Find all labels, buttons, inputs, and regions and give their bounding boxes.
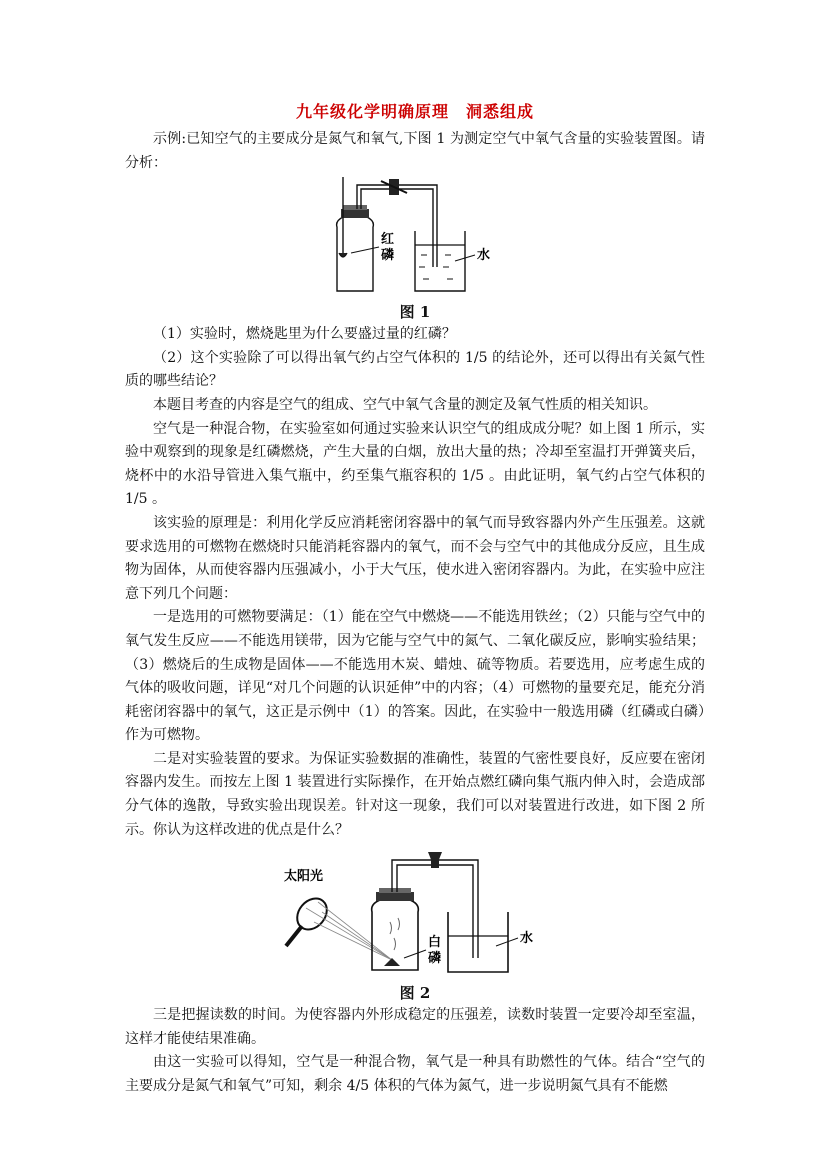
label-red-phosphorus-1: 红: [381, 232, 395, 248]
figure-2-apparatus: [280, 842, 550, 982]
paragraph-1: 本题目考查的内容是空气的组成、空气中氧气含量的测定及氧气性质的相关知识。: [153, 396, 657, 413]
intro-paragraph: 示例:已知空气的主要成分是氮气和氧气,下图 1 为测定空气中氧气含量的实验装置图。请分析：: [125, 131, 705, 171]
paragraph-3: 该实验的原理是：利用化学反应消耗密闭容器中的氧气而导致容器内外产生压强差。这就要求选用的可燃物在燃烧时只能消耗容器内的氧气，而不会与空气中的其他成分反应，且生成物为固体，从而使容器内压强减小，小于大气压，使水进入密闭容器内。为此，在实验中应注意下列几个问题：: [125, 514, 705, 602]
label-white-phosphorus-1: 白: [428, 935, 442, 951]
paragraph-6: 三是把握读数的时间。为使容器内外形成稳定的压强差，读数时装置一定要冷却至室温，这样才能使结果准确。: [125, 1007, 705, 1047]
label-white-phosphorus-2: 磷: [428, 951, 442, 967]
document-title: 九年级化学明确原理 洞悉组成: [295, 102, 534, 121]
paragraph-4: 一是选用的可燃物要满足：（1）能在空气中燃烧——不能选用铁丝；（2）只能与空气中的氧气发生反应——不能选用镁带，因为它能与空气中的氮气、二氧化碳反应，影响实验结果；（3）燃烧后的生成物是固体——不能选用木炭、蜡烛、硫等物质。若要选用，应考虑生成的气体的吸收问题，详见“对几个问题的认识延伸”中的内容；（4）可燃物的量要充足，能充分消耗密闭容器中的氧气，这正是示例中（1）的答案。因此，在实验中一般选用磷（红磷或白磷）作为可燃物。: [125, 609, 705, 744]
document-page: [125, 100, 705, 1099]
figure-1-caption: 图 1: [399, 303, 431, 322]
label-red-phosphorus-2: 磷: [381, 248, 395, 264]
label-water-2: 水: [520, 931, 534, 947]
figure-2-caption: 图 2: [399, 984, 431, 1003]
paragraph-2: 空气是一种混合物，在实验室如何通过实验来认识空气的组成成分呢？如上图 1 所示，实验中观察到的现象是红磷燃烧，产生大量的白烟，放出大量的热；冷却至室温打开弹簧夹后，烧杯中的水沿导管进入集气瓶中，约至集气瓶容积的 1/5 。由此证明，氧气约占空气体积的 1/5 。: [125, 420, 705, 508]
label-water-1: 水: [477, 248, 491, 264]
label-sunlight: 太阳光: [284, 869, 324, 885]
paragraph-7: 由这一实验可以得知，空气是一种混合物，氧气是一种具有助燃性的气体。结合“空气的主要成分是氮气和氧气”可知，剩余 4/5 体积的气体为氮气，进一步说明氮气具有不能燃: [125, 1054, 705, 1095]
question-1: （1）实验时，燃烧匙里为什么要盛过量的红磷？: [153, 326, 456, 343]
paragraph-5: 二是对实验装置的要求。为保证实验数据的准确性，装置的气密性要良好，反应要在密闭容器内发生。而按左上图 1 装置进行实际操作，在开始点燃红磷向集气瓶内伸入时，会造成部分气体的逸散，导致实验出现误差。针对这一现象，我们可以对装置进行改进，如下图 2 所示。你认为这样改进的优点是什么？: [125, 750, 705, 838]
question-2: （2）这个实验除了可以得出氧气约占空气体积的 1/5 的结论外，还可以得出有关氮气性质的哪些结论？: [125, 349, 705, 390]
figure-1-apparatus: [315, 175, 515, 301]
